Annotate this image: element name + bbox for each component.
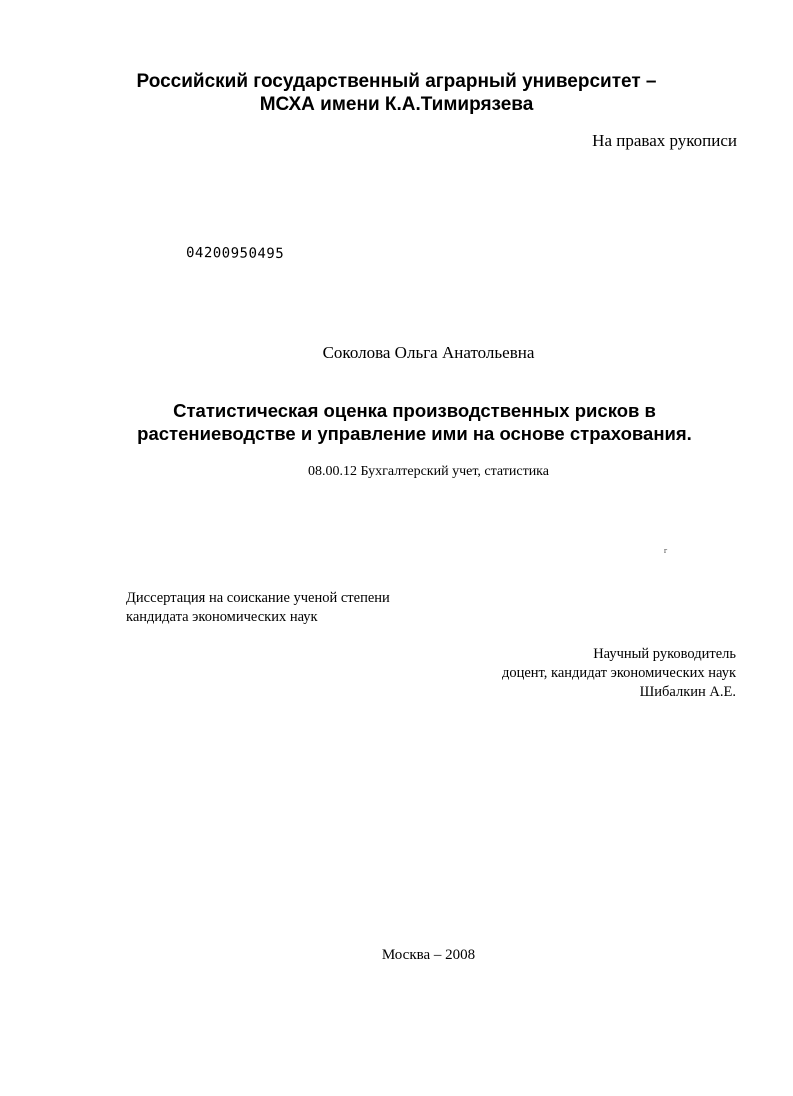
dissertation-degree	[126, 589, 390, 627]
author-name: Соколова Ольга Анатольевна	[322, 343, 535, 362]
supervisor-rank: доцент, кандидат экономических наук	[501, 665, 736, 681]
dissertation-title	[0, 399, 793, 445]
supervisor-block	[502, 645, 736, 702]
supervisor-name: Шибалкин А.Е.	[639, 684, 736, 700]
dissertation-degree-line-1: Диссертация на соискание ученой степени	[126, 590, 390, 606]
library-code: 04200950495	[185, 245, 285, 263]
city-year: Москва – 2008	[381, 947, 476, 963]
dissertation-title-line-2: растениеводстве и управление ими на основе страхования.	[137, 423, 692, 444]
dissertation-title-line-1: Статистическая оценка производственных рисков в	[173, 400, 656, 421]
rights-notice: На правах рукописи	[592, 131, 737, 150]
dissertation-degree-line-2: кандидата экономических наук	[126, 609, 318, 625]
specialty-code: 08.00.12 Бухгалтерский учет, статистика	[307, 464, 549, 479]
stray-mark: г	[664, 546, 668, 555]
supervisor-role: Научный руководитель	[593, 646, 736, 662]
university-name-line-2: МСХА имени К.А.Тимирязева	[259, 94, 534, 115]
university-name	[0, 70, 793, 116]
university-name-line-1: Российский государственный аграрный университет –	[136, 71, 657, 92]
